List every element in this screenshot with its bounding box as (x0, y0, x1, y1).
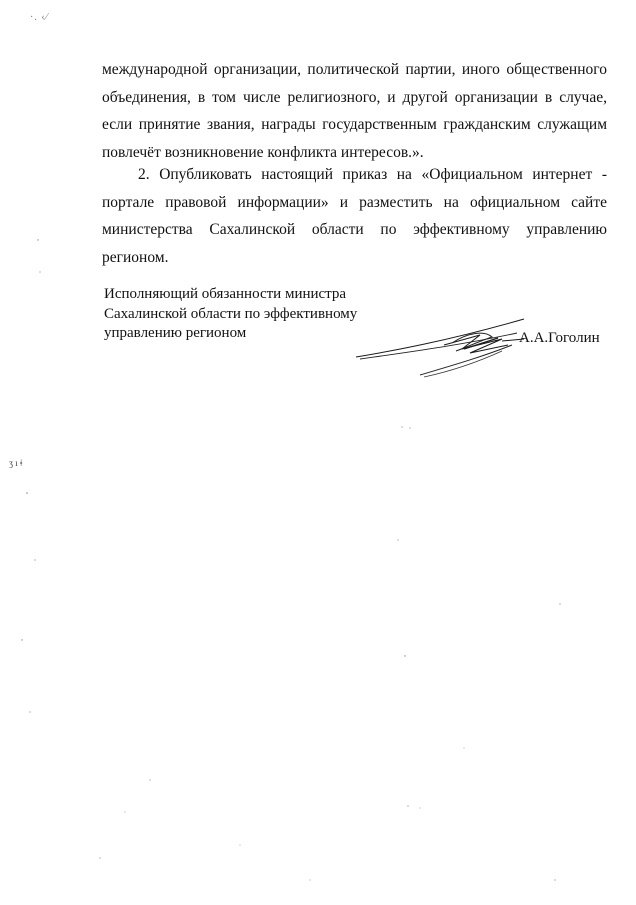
scan-artifact-mark: ·. ‹⁄ (30, 12, 49, 23)
punch-hole-mark: ʒ ı ǂ (9, 458, 23, 468)
signer-title-line: управлению регионом (104, 325, 247, 341)
signer-title-line: Сахалинской области по эффективному (104, 305, 358, 322)
paragraph-item-2: 2. Опубликовать настоящий приказ на «Официальном интернет - портале правовой информации» и разместить на официальном сайте министерства Сахалинской области по эффективному управлению регионом. (102, 166, 607, 266)
paragraph-continuation: международной организации, политической партии, иного общественного объединения, в том числе религиозного, и другой организации в случае, если принятие звания, награды государственным гражданским служащим повлечёт возникновение конфликта интересов.». (102, 61, 607, 161)
signer-name: А.А.Гоголин (519, 330, 600, 346)
signer-title-line: Исполняющий обязанности министра (104, 286, 347, 302)
